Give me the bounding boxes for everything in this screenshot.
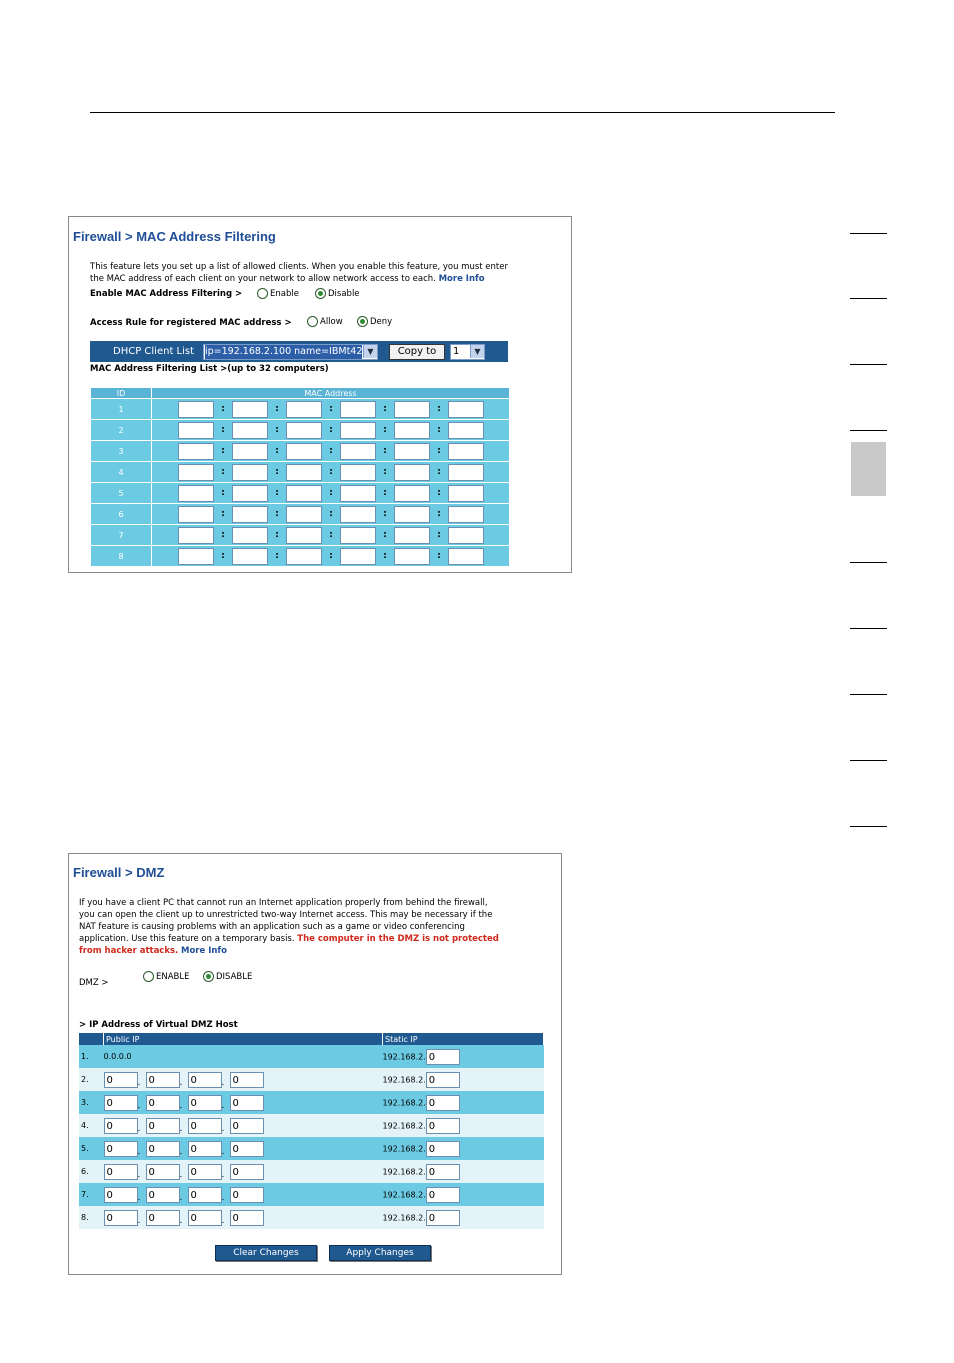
colon-separator: :: [221, 425, 225, 435]
public-ip-cell: [104, 1137, 383, 1160]
dot-separator: .: [137, 1169, 141, 1180]
active-section-tab: [851, 442, 886, 496]
mac-octet-input[interactable]: [394, 548, 430, 565]
public-ip-cell: [104, 1068, 383, 1091]
row-id: 3: [91, 441, 152, 462]
colon-separator: :: [437, 404, 441, 414]
section-tab-rule: [850, 298, 887, 299]
column-header-public-ip: Public IP: [104, 1033, 383, 1045]
table-row: [91, 504, 510, 525]
colon-separator: :: [329, 467, 333, 477]
table-header-row: [79, 1033, 544, 1045]
row-id: 8: [91, 546, 152, 567]
mac-octet-input[interactable]: [178, 422, 214, 439]
static-ip-cell: [383, 1183, 544, 1206]
dot-separator: .: [137, 1146, 141, 1157]
colon-separator: :: [329, 530, 333, 540]
copy-to-button[interactable]: Copy to: [389, 344, 445, 360]
ip-octet-input[interactable]: 0: [188, 1164, 222, 1180]
column-header-static-ip: Static IP: [383, 1033, 544, 1045]
colon-separator: :: [221, 488, 225, 498]
ip-octet-input[interactable]: 0: [188, 1072, 222, 1088]
static-ip-prefix: 192.168.2.: [382, 1052, 426, 1061]
colon-separator: :: [221, 530, 225, 540]
colon-separator: :: [437, 467, 441, 477]
dmz-host-label: > IP Address of Virtual DMZ Host: [79, 1020, 238, 1030]
disable-label: Disable: [328, 289, 360, 299]
static-ip-cell: [383, 1091, 544, 1114]
section-tab-rule: [850, 364, 887, 365]
colon-separator: :: [383, 530, 387, 540]
section-tab-rule: [850, 826, 887, 827]
description-line: NAT feature is causing problems with an application such as a game or video conferencing: [79, 922, 465, 932]
static-ip-cell: [383, 1206, 544, 1229]
deny-label: Deny: [370, 317, 393, 327]
dmz-description: [79, 897, 554, 957]
colon-separator: :: [221, 446, 225, 456]
colon-separator: :: [383, 509, 387, 519]
dot-separator: .: [179, 1077, 183, 1088]
mac-octet-input[interactable]: [232, 464, 268, 481]
colon-separator: :: [221, 551, 225, 561]
mac-address-cell: [152, 525, 510, 546]
ip-octet-input[interactable]: 0: [230, 1095, 264, 1111]
static-ip-prefix: 192.168.2.: [382, 1190, 426, 1199]
colon-separator: :: [275, 446, 279, 456]
ip-octet-input[interactable]: 0: [104, 1141, 138, 1157]
disable-label: DISABLE: [216, 972, 253, 982]
description-line: you can open the client up to unrestricted two-way Internet access. This may be necessary if the: [79, 910, 493, 920]
colon-separator: :: [329, 488, 333, 498]
mac-filtering-screenshot: [68, 216, 572, 573]
mac-octet-input[interactable]: [232, 443, 268, 460]
ip-octet-input[interactable]: 0: [104, 1187, 138, 1203]
warning-text: from hacker attacks.: [79, 946, 179, 956]
table-row: [79, 1160, 544, 1183]
colon-separator: :: [329, 446, 333, 456]
mac-octet-input[interactable]: [448, 464, 484, 481]
row-id: 1: [91, 399, 152, 420]
mac-octet-input[interactable]: [448, 548, 484, 565]
static-ip-prefix: 192.168.2.: [382, 1075, 426, 1084]
chevron-down-icon[interactable]: ▼: [470, 345, 484, 358]
mac-octet-input[interactable]: [286, 527, 322, 544]
section-tab-rule: [850, 628, 887, 629]
mac-octet-input[interactable]: [286, 422, 322, 439]
ip-octet-input[interactable]: 0: [146, 1141, 180, 1157]
radio-selected-icon[interactable]: [315, 288, 326, 299]
colon-separator: :: [329, 425, 333, 435]
dot-separator: .: [179, 1169, 183, 1180]
mac-octet-input[interactable]: [340, 401, 376, 418]
row-number: 1.: [79, 1045, 104, 1068]
ip-octet-input[interactable]: 0: [104, 1210, 138, 1226]
static-ip-cell: [383, 1045, 544, 1068]
column-header-num: [79, 1033, 104, 1045]
colon-separator: :: [329, 404, 333, 414]
mac-octet-input[interactable]: [394, 464, 430, 481]
mac-octet-input[interactable]: [340, 506, 376, 523]
mac-octet-input[interactable]: [232, 527, 268, 544]
section-tab-rule: [850, 694, 887, 695]
colon-separator: :: [437, 530, 441, 540]
colon-separator: :: [275, 404, 279, 414]
dot-separator: .: [221, 1100, 225, 1111]
colon-separator: :: [383, 425, 387, 435]
mac-octet-input[interactable]: [340, 422, 376, 439]
mac-octet-input[interactable]: [340, 443, 376, 460]
dmz-label: DMZ >: [79, 978, 109, 988]
ip-octet-input[interactable]: 0: [230, 1187, 264, 1203]
dmz-title: Firewall > DMZ: [73, 865, 165, 880]
dhcp-client-value: ip=192.168.2.100 name=IBMt42: [205, 346, 362, 357]
allow-radio-option[interactable]: [307, 316, 343, 328]
ip-octet-input[interactable]: 0: [188, 1095, 222, 1111]
ip-octet-input[interactable]: 0: [104, 1164, 138, 1180]
description-text: the MAC address of each client on your network to allow network access to each.: [90, 274, 436, 284]
static-ip-input[interactable]: 0: [426, 1187, 460, 1203]
dot-separator: .: [137, 1123, 141, 1134]
row-id: 4: [91, 462, 152, 483]
public-ip-cell: [104, 1160, 383, 1183]
mac-octet-input[interactable]: [394, 506, 430, 523]
radio-icon[interactable]: [257, 288, 268, 299]
table-row: [79, 1091, 544, 1114]
table-row: [79, 1137, 544, 1160]
colon-separator: :: [329, 509, 333, 519]
table-row: [91, 546, 510, 567]
dhcp-client-label: DHCP Client List: [113, 346, 195, 357]
ip-octet-input[interactable]: 0: [146, 1072, 180, 1088]
mac-octet-input[interactable]: [340, 485, 376, 502]
description-line: This feature lets you set up a list of allowed clients. When you enable this feature, you must enter: [90, 262, 508, 272]
static-ip-cell: [383, 1160, 544, 1183]
description-line: [90, 273, 568, 285]
section-tab-rule: [850, 562, 887, 563]
ip-octet-input[interactable]: 0: [146, 1164, 180, 1180]
static-ip-input[interactable]: 0: [426, 1072, 460, 1088]
ip-octet-input[interactable]: 0: [188, 1187, 222, 1203]
row-id: 7: [91, 525, 152, 546]
mac-octet-input[interactable]: [232, 506, 268, 523]
mac-octet-input[interactable]: [394, 422, 430, 439]
colon-separator: :: [437, 488, 441, 498]
mac-address-table: [90, 387, 510, 567]
row-number: 6.: [79, 1160, 104, 1183]
mac-octet-input[interactable]: [340, 527, 376, 544]
ip-octet-input[interactable]: 0: [104, 1095, 138, 1111]
colon-separator: :: [221, 509, 225, 519]
dot-separator: .: [221, 1146, 225, 1157]
static-ip-cell: [383, 1114, 544, 1137]
table-row: [91, 462, 510, 483]
mac-address-cell: [152, 462, 510, 483]
colon-separator: :: [275, 467, 279, 477]
chevron-down-icon[interactable]: ▼: [363, 345, 377, 358]
table-row: [79, 1206, 544, 1229]
static-ip-input[interactable]: 0: [426, 1049, 460, 1065]
dot-separator: .: [137, 1077, 141, 1088]
dot-separator: .: [179, 1192, 183, 1203]
description-line: [79, 933, 554, 945]
mac-octet-input[interactable]: [394, 527, 430, 544]
colon-separator: :: [275, 425, 279, 435]
row-number: 3.: [79, 1091, 104, 1114]
mac-octet-input[interactable]: [232, 548, 268, 565]
dmz-disable-radio-option[interactable]: [203, 971, 252, 983]
colon-separator: :: [383, 467, 387, 477]
enable-label: Enable: [270, 289, 299, 299]
ip-octet-input[interactable]: 0: [146, 1118, 180, 1134]
colon-separator: :: [437, 551, 441, 561]
dot-separator: .: [179, 1146, 183, 1157]
static-ip-input[interactable]: 0: [426, 1164, 460, 1180]
table-row: [79, 1183, 544, 1206]
description-text: application. Use this feature on a temporary basis.: [79, 934, 295, 944]
table-row: [91, 525, 510, 546]
ip-octet-input[interactable]: 0: [146, 1187, 180, 1203]
colon-separator: :: [383, 446, 387, 456]
mac-octet-input[interactable]: [340, 464, 376, 481]
static-ip-prefix: 192.168.2.: [382, 1167, 426, 1176]
mac-address-cell: [152, 504, 510, 525]
description-line: [79, 945, 554, 957]
dot-separator: .: [221, 1077, 225, 1088]
mac-octet-input[interactable]: [448, 506, 484, 523]
dmz-host-table: [79, 1033, 544, 1229]
dot-separator: .: [179, 1123, 183, 1134]
mac-filtering-description: [90, 261, 568, 285]
mac-list-label: MAC Address Filtering List >(up to 32 computers): [90, 364, 329, 374]
radio-icon[interactable]: [143, 971, 154, 982]
table-row: [79, 1114, 544, 1137]
ip-octet-input[interactable]: 0: [104, 1118, 138, 1134]
row-id: 2: [91, 420, 152, 441]
dot-separator: .: [221, 1169, 225, 1180]
row-number: 4.: [79, 1114, 104, 1137]
mac-address-cell: [152, 546, 510, 567]
ip-octet-input[interactable]: 0: [146, 1210, 180, 1226]
ip-octet-input[interactable]: 0: [230, 1141, 264, 1157]
copy-target-value: 1: [453, 346, 460, 357]
colon-separator: :: [275, 551, 279, 561]
dot-separator: .: [137, 1100, 141, 1111]
table-row: [91, 399, 510, 420]
ip-octet-input[interactable]: 0: [230, 1118, 264, 1134]
static-ip-cell: [383, 1068, 544, 1091]
radio-selected-icon[interactable]: [357, 316, 368, 327]
table-row: [91, 441, 510, 462]
mac-octet-input[interactable]: [178, 527, 214, 544]
colon-separator: :: [437, 446, 441, 456]
row-number: 5.: [79, 1137, 104, 1160]
ip-octet-input[interactable]: 0: [230, 1072, 264, 1088]
dot-separator: .: [221, 1123, 225, 1134]
row-number: 2.: [79, 1068, 104, 1091]
mac-octet-input[interactable]: [286, 443, 322, 460]
public-ip-cell: [104, 1206, 383, 1229]
copy-target-select[interactable]: [450, 344, 485, 360]
more-info-link[interactable]: More Info: [181, 946, 227, 956]
table-header-row: [91, 388, 510, 399]
mac-octet-input[interactable]: [286, 506, 322, 523]
mac-octet-input[interactable]: [178, 485, 214, 502]
dot-separator: .: [221, 1215, 225, 1226]
warning-text: The computer in the DMZ is not protected: [297, 934, 499, 944]
mac-address-cell: [152, 441, 510, 462]
colon-separator: :: [329, 551, 333, 561]
mac-address-cell: [152, 399, 510, 420]
column-header-mac: MAC Address: [152, 388, 510, 399]
static-ip-prefix: 192.168.2.: [382, 1121, 426, 1130]
radio-icon[interactable]: [307, 316, 318, 327]
mac-octet-input[interactable]: [394, 401, 430, 418]
section-tab-rule: [850, 233, 887, 234]
allow-label: Allow: [320, 317, 343, 327]
ip-octet-input[interactable]: 0: [104, 1072, 138, 1088]
row-id: 5: [91, 483, 152, 504]
table-row: [79, 1045, 544, 1068]
static-ip-input[interactable]: 0: [426, 1118, 460, 1134]
clear-changes-button[interactable]: Clear Changes: [215, 1245, 317, 1261]
mac-octet-input[interactable]: [232, 422, 268, 439]
mac-octet-input[interactable]: [178, 464, 214, 481]
dmz-screenshot: [68, 853, 562, 1275]
static-ip-input[interactable]: 0: [426, 1210, 460, 1226]
ip-octet-input[interactable]: 0: [188, 1141, 222, 1157]
mac-octet-input[interactable]: [286, 485, 322, 502]
row-number: 8.: [79, 1206, 104, 1229]
mac-address-cell: [152, 483, 510, 504]
header-rule: [90, 112, 835, 113]
dot-separator: .: [179, 1215, 183, 1226]
static-ip-prefix: 192.168.2.: [382, 1144, 426, 1153]
dot-separator: .: [221, 1192, 225, 1203]
mac-octet-input[interactable]: [448, 443, 484, 460]
section-tab-rule: [850, 430, 887, 431]
mac-octet-input[interactable]: [394, 485, 430, 502]
dhcp-client-bar: [90, 341, 508, 362]
colon-separator: :: [437, 425, 441, 435]
mac-octet-input[interactable]: [232, 485, 268, 502]
dot-separator: .: [179, 1100, 183, 1111]
colon-separator: :: [383, 551, 387, 561]
ip-octet-input[interactable]: 0: [230, 1164, 264, 1180]
static-ip-prefix: 192.168.2.: [382, 1098, 426, 1107]
static-ip-input[interactable]: 0: [426, 1095, 460, 1111]
enable-mac-filter-label: Enable MAC Address Filtering >: [90, 289, 243, 299]
disable-radio-option[interactable]: [315, 288, 360, 300]
ip-octet-input[interactable]: 0: [230, 1210, 264, 1226]
mac-octet-input[interactable]: [232, 401, 268, 418]
mac-octet-input[interactable]: [448, 422, 484, 439]
table-row: [91, 420, 510, 441]
mac-octet-input[interactable]: [286, 548, 322, 565]
static-ip-cell: [383, 1137, 544, 1160]
colon-separator: :: [383, 404, 387, 414]
public-ip-cell: [104, 1114, 383, 1137]
radio-selected-icon[interactable]: [203, 971, 214, 982]
description-line: If you have a client PC that cannot run an Internet application properly from behind the firewall,: [79, 898, 488, 908]
colon-separator: :: [383, 488, 387, 498]
colon-separator: :: [221, 404, 225, 414]
mac-octet-input[interactable]: [286, 464, 322, 481]
static-ip-prefix: 192.168.2.: [382, 1213, 426, 1222]
public-ip-cell: [104, 1091, 383, 1114]
colon-separator: :: [275, 530, 279, 540]
colon-separator: :: [275, 488, 279, 498]
mac-octet-input[interactable]: [340, 548, 376, 565]
enable-radio-option[interactable]: [257, 288, 299, 300]
ip-octet-input[interactable]: 0: [146, 1095, 180, 1111]
mac-octet-input[interactable]: [178, 548, 214, 565]
dot-separator: .: [137, 1215, 141, 1226]
dmz-enable-radio-option[interactable]: [143, 971, 189, 983]
column-header-id: ID: [91, 388, 152, 399]
ip-octet-input[interactable]: 0: [188, 1210, 222, 1226]
dhcp-client-select[interactable]: [203, 344, 378, 360]
colon-separator: :: [275, 509, 279, 519]
mac-filtering-title: Firewall > MAC Address Filtering: [73, 229, 276, 244]
mac-octet-input[interactable]: [448, 485, 484, 502]
colon-separator: :: [437, 509, 441, 519]
section-tab-rule: [850, 760, 887, 761]
mac-octet-input[interactable]: [178, 401, 214, 418]
table-row: [91, 483, 510, 504]
row-id: 6: [91, 504, 152, 525]
mac-octet-input[interactable]: [448, 527, 484, 544]
public-ip-readonly: 0.0.0.0: [104, 1045, 383, 1068]
deny-radio-option[interactable]: [357, 316, 392, 328]
row-number: 7.: [79, 1183, 104, 1206]
static-ip-input[interactable]: 0: [426, 1141, 460, 1157]
dot-separator: .: [137, 1192, 141, 1203]
enable-label: ENABLE: [156, 972, 190, 982]
more-info-link[interactable]: More Info: [438, 274, 485, 284]
apply-changes-button[interactable]: Apply Changes: [329, 1245, 431, 1261]
mac-octet-input[interactable]: [178, 443, 214, 460]
colon-separator: :: [221, 467, 225, 477]
mac-octet-input[interactable]: [178, 506, 214, 523]
mac-address-cell: [152, 420, 510, 441]
ip-octet-input[interactable]: 0: [188, 1118, 222, 1134]
mac-octet-input[interactable]: [394, 443, 430, 460]
mac-octet-input[interactable]: [448, 401, 484, 418]
access-rule-label: Access Rule for registered MAC address >: [90, 318, 292, 328]
mac-octet-input[interactable]: [286, 401, 322, 418]
table-row: [79, 1068, 544, 1091]
public-ip-cell: [104, 1183, 383, 1206]
